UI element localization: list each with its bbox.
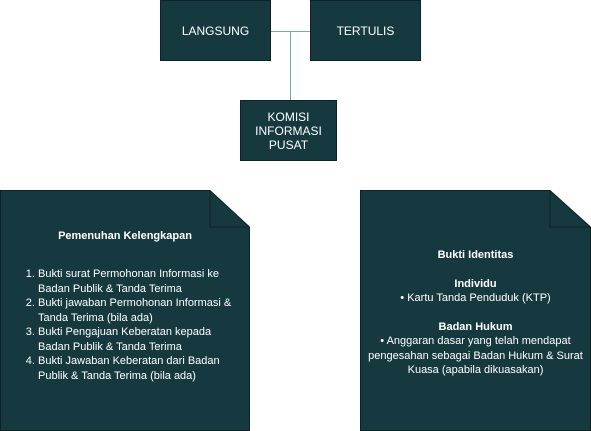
langsung-box — [160, 0, 271, 61]
badan-hukum-heading: Badan Hukum — [438, 320, 513, 333]
list-item: 4. Bukti Jawaban Keberatan dari Badan Publik & Tanda Terima (bila ada) — [38, 354, 232, 383]
individu-item: • Kartu Tanda Penduduk (KTP) — [400, 292, 551, 304]
badan-hukum-item: • Anggaran dasar yang telah mendapat pengesahan sebagai Badan Hukum & Surat Kuasa (apabila dikuasakan) — [368, 335, 583, 376]
komisi-line-2: INFORMASI — [255, 123, 322, 138]
bukti-identitas-note — [360, 190, 591, 431]
list-item: 2. Bukti jawaban Permohonan Informasi & Tanda Terima (bila ada) — [38, 296, 232, 325]
komisi-line-3: PUSAT — [268, 137, 309, 152]
pemenuhan-kelengkapan-note — [0, 190, 250, 431]
list-item: 1. Bukti surat Permohonan Informasi ke Badan Publik & Tanda Terima — [38, 267, 232, 296]
pemenuhan-list — [0, 267, 232, 383]
tertulis-label: TERTULIS — [336, 23, 395, 38]
list-item: 3. Bukti Pengajuan Keberatan kepada Badan Publik & Tanda Terima — [38, 325, 232, 354]
komisi-label — [255, 110, 322, 152]
bukti-identitas-title: Bukti Identitas — [437, 249, 514, 261]
komisi-line-1: KOMISI — [267, 109, 310, 124]
individu-heading: Individu — [454, 277, 497, 290]
connector-vertical — [290, 31, 291, 100]
tertulis-box — [310, 0, 421, 61]
komisi-informasi-pusat-box — [240, 100, 337, 161]
pemenuhan-title: Pemenuhan Kelengkapan — [58, 230, 192, 242]
langsung-label: LANGSUNG — [181, 23, 250, 38]
